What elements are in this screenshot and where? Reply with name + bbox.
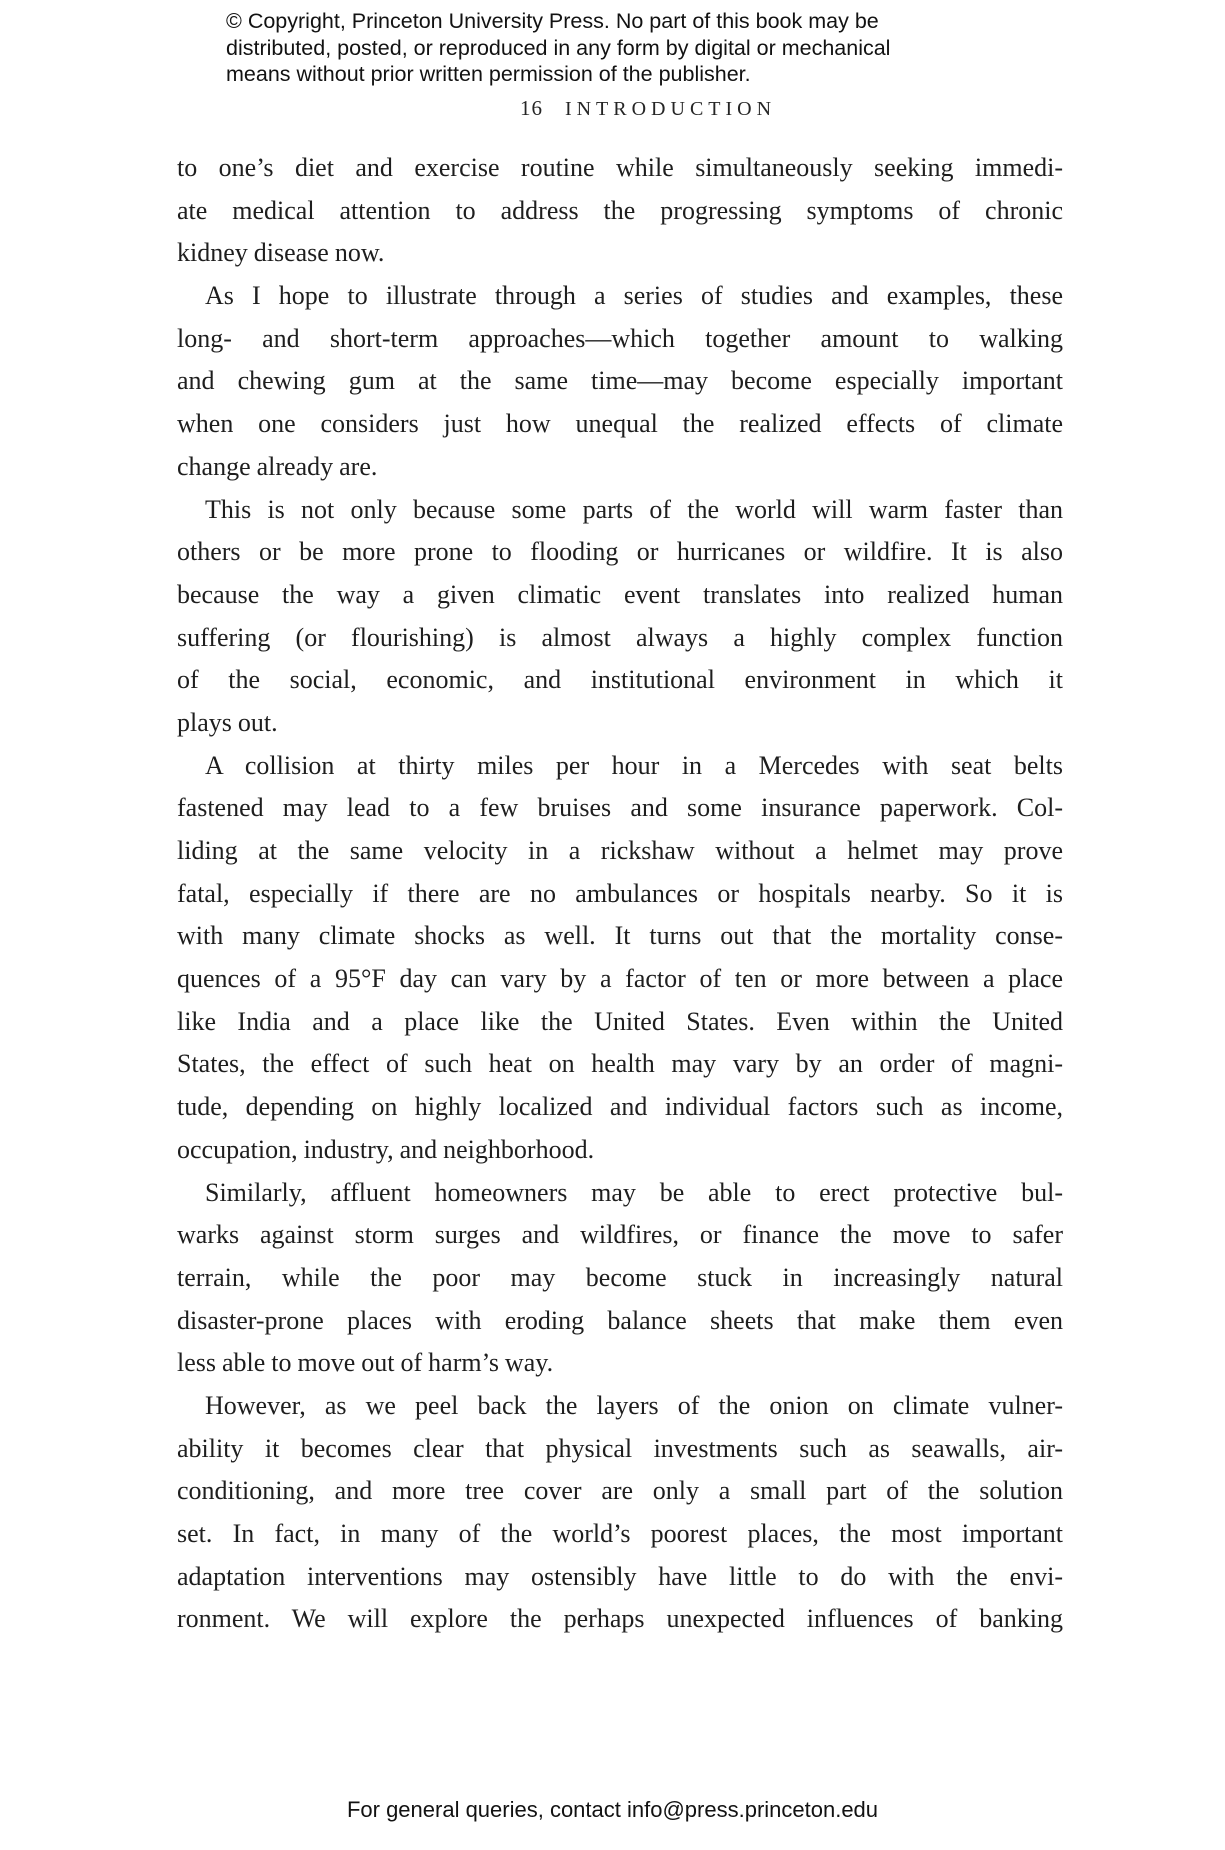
text-line: because the way a given climatic event translates into realized human <box>177 579 1063 609</box>
text-line: Similarly, affluent homeowners may be able to erect protective bul- <box>205 1177 1063 1207</box>
text-line: ronment. We will explore the perhaps unexpected influences of banking <box>177 1604 1063 1634</box>
text-line: plays out. <box>177 707 278 737</box>
paragraph <box>177 1172 1063 1385</box>
text-line: As I hope to illustrate through a series of studies and examples, these <box>205 281 1063 311</box>
text-line: adaptation interventions may ostensibly have little to do with the envi- <box>177 1561 1063 1591</box>
chapter-title: INTRODUCTION <box>564 98 777 120</box>
paragraph <box>177 147 1063 275</box>
page-number: 16 <box>519 96 543 120</box>
text-line: change already are. <box>177 451 378 481</box>
text-line: fastened may lead to a few bruises and some insurance paperwork. Col- <box>177 793 1063 823</box>
text-line: and chewing gum at the same time—may become especially important <box>177 366 1063 396</box>
text-line: less able to move out of harm’s way. <box>177 1348 554 1378</box>
text-line: set. In fact, in many of the world’s poorest places, the most important <box>177 1519 1063 1548</box>
text-line: fatal, especially if there are no ambulances or hospitals nearby. So it is <box>177 878 1063 908</box>
text-line: of the social, economic, and institutional environment in which it <box>177 665 1063 695</box>
text-line: when one considers just how unequal the realized effects of climate <box>177 409 1063 439</box>
copyright-line: means without prior written permission of the publisher. <box>226 62 751 86</box>
text-line: like India and a place like the United States. Even within the United <box>177 1006 1063 1036</box>
text-line: kidney disease now. <box>177 238 385 268</box>
paragraph <box>177 1385 1063 1641</box>
text-line: to one’s diet and exercise routine while simultaneously seeking immedi- <box>177 153 1063 182</box>
text-line: conditioning, and more tree cover are only a small part of the solution <box>177 1476 1063 1506</box>
text-line: long- and short-term approaches—which together amount to walking <box>177 323 1063 353</box>
running-head <box>177 96 1063 121</box>
text-line: terrain, while the poor may become stuck in increasingly natural <box>177 1262 1063 1292</box>
text-line: with many climate shocks as well. It turns out that the mortality conse- <box>177 921 1063 951</box>
body-text <box>177 147 1063 1641</box>
text-line: States, the effect of such heat on health may vary by an order of magni- <box>177 1049 1063 1079</box>
copyright-notice <box>226 8 890 88</box>
copyright-line: © Copyright, Princeton University Press. No part of this book may be <box>226 9 879 33</box>
text-line: disaster-prone places with eroding balance sheets that make them even <box>177 1305 1063 1335</box>
text-line: This is not only because some parts of the world will warm faster than <box>205 494 1063 524</box>
paragraph <box>177 489 1063 745</box>
text-line: quences of a 95°F day can vary by a factor of ten or more between a place <box>177 964 1063 994</box>
text-line: occupation, industry, and neighborhood. <box>177 1134 595 1164</box>
paragraph <box>177 275 1063 488</box>
text-line: ability it becomes clear that physical investments such as seawalls, air- <box>177 1433 1063 1463</box>
footer-contact: For general queries, contact info@press.princeton.edu <box>346 1797 879 1822</box>
text-line: suffering (or flourishing) is almost always a highly complex function <box>177 622 1063 652</box>
copyright-line: distributed, posted, or reproduced in any form by digital or mechanical <box>226 35 891 60</box>
text-line: A collision at thirty miles per hour in a Mercedes with seat belts <box>205 750 1063 780</box>
text-line: warks against storm surges and wildfires, or finance the move to safer <box>177 1220 1063 1250</box>
text-line: others or be more prone to flooding or hurricanes or wildfire. It is also <box>177 537 1063 567</box>
text-line: ate medical attention to address the progressing symptoms of chronic <box>177 195 1063 225</box>
text-line: However, as we peel back the layers of the onion on climate vulner- <box>205 1390 1063 1420</box>
paragraph <box>177 745 1063 1172</box>
text-line: liding at the same velocity in a rickshaw without a helmet may prove <box>177 836 1063 865</box>
text-line: tude, depending on highly localized and individual factors such as income, <box>177 1092 1063 1122</box>
